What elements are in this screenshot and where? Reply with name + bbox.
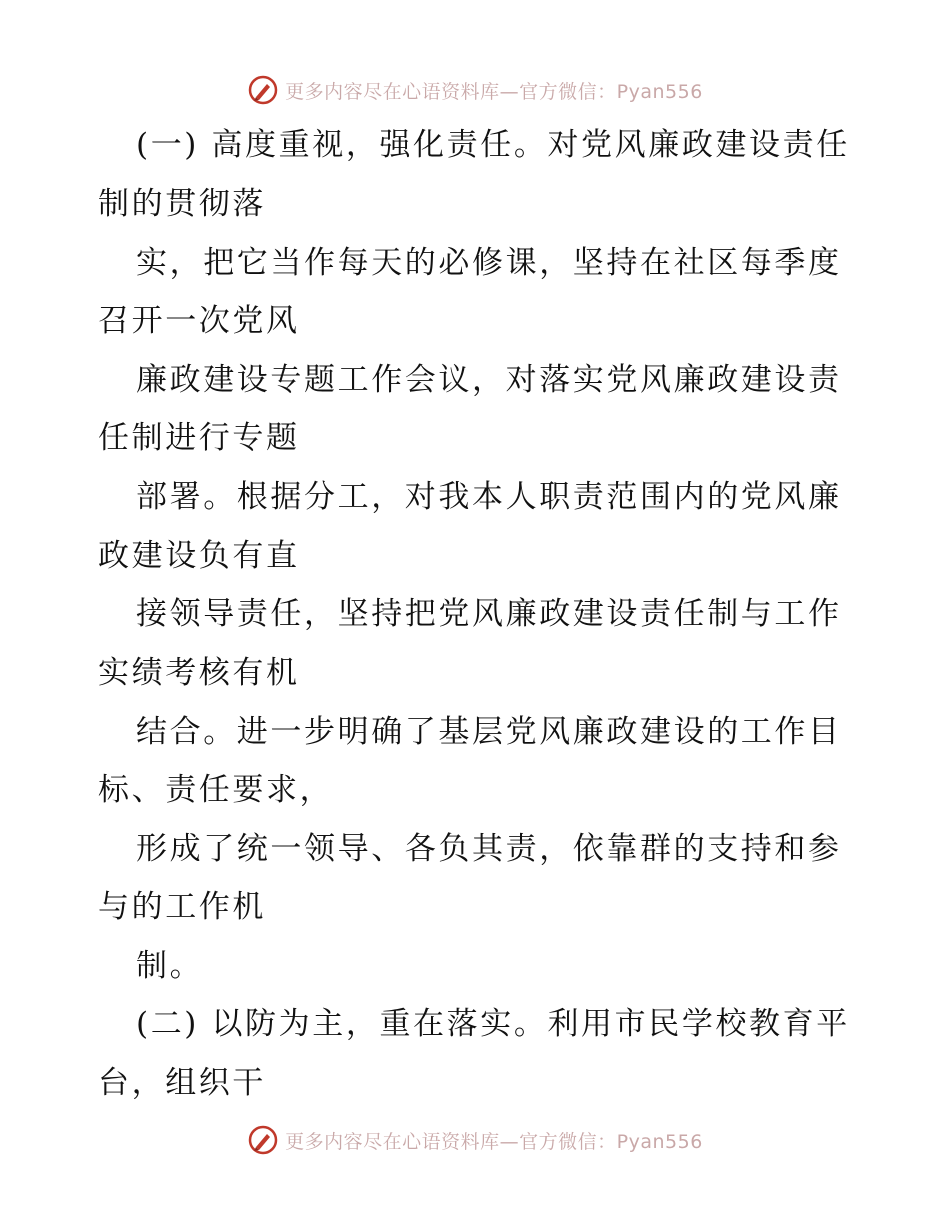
paragraph-line: (二) 以防为主，重在落实。利用市民学校教育平	[136, 1006, 850, 1042]
paragraph-line: 任制进行专题	[98, 420, 300, 456]
paragraph-line: 实，把它当作每天的必修课，坚持在社区每季度	[136, 245, 842, 281]
paragraph-line: 制。	[136, 948, 204, 984]
paragraph-line: 制的贯彻落	[98, 186, 266, 222]
paragraph-line: 接领导责任，坚持把党风廉政建设责任制与工作	[136, 596, 842, 632]
paragraph-line: 实绩考核有机	[98, 655, 300, 691]
paragraph-line: 召开一次党风	[98, 303, 300, 339]
pen-logo-icon	[247, 74, 279, 106]
paragraph-line: 标、责任要求，	[98, 772, 334, 808]
paragraph-line: 形成了统一领导、各负其责，依靠群的支持和参	[136, 831, 842, 867]
paragraph-line: 政建设负有直	[98, 538, 300, 574]
paragraph-line: 与的工作机	[98, 889, 266, 925]
watermark-header	[0, 70, 950, 110]
watermark-footer	[0, 1120, 950, 1160]
paragraph-line: 台，组织干	[98, 1065, 266, 1101]
pen-logo-icon	[247, 1124, 279, 1156]
paragraph-line: 结合。进一步明确了基层党风廉政建设的工作目	[136, 714, 842, 750]
paragraph-line: 部署。根据分工，对我本人职责范围内的党风廉	[136, 479, 842, 515]
watermark-text: 更多内容尽在心语资料库—官方微信：Pyan556	[285, 80, 703, 103]
paragraph-line: (一) 高度重视，强化责任。对党风廉政建设责任	[136, 127, 850, 163]
watermark-text: 更多内容尽在心语资料库—官方微信：Pyan556	[285, 1130, 703, 1153]
paragraph-line: 廉政建设专题工作会议，对落实党风廉政建设责	[136, 362, 842, 398]
